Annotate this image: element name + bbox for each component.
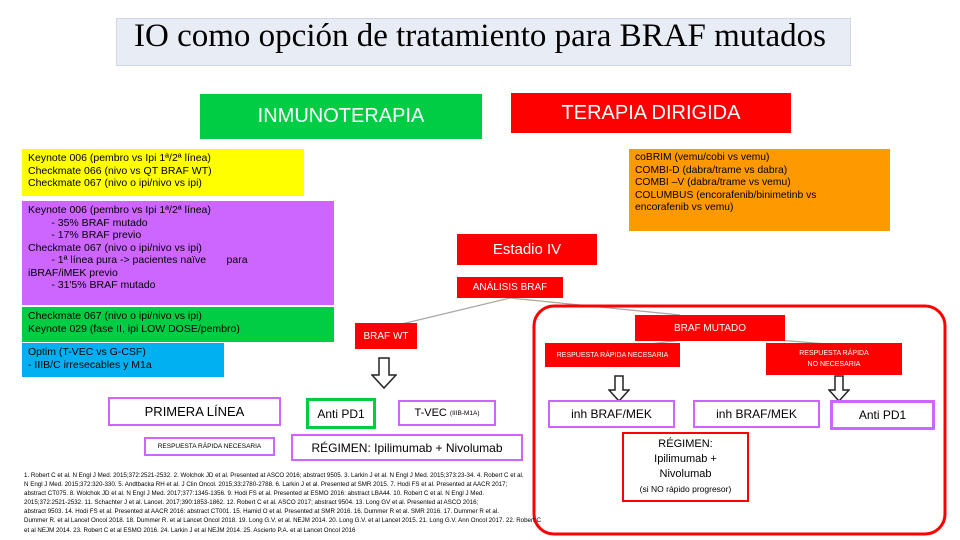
regimen-right-box (622, 432, 749, 502)
braf-wt-box: BRAF WT (355, 323, 417, 349)
analisis-braf-box: ANÁLISIS BRAF (457, 277, 563, 298)
tvec-box (398, 400, 496, 426)
header-inmunoterapia: INMUNOTERAPIA (200, 94, 482, 139)
trial-line: Optim (T-VEC vs G-CSF) (28, 346, 146, 358)
trial-line: - 31'5% BRAF mutado (28, 279, 156, 291)
braf-mutado-box: BRAF MUTADO (635, 315, 785, 341)
reference-line: Dummer R. et al Lancet Oncol 2018. 18. Dummer R. et al Lancet Oncol 2018. 19. Long G.V. et al. NEJM 2014. 20. Long G.V. et al Lancet 2015. 21. Long G.V. Ann Oncol 2017. 22. Robert C (24, 517, 541, 525)
respuesta-no-line: RESPUESTA RÁPIDA (799, 350, 869, 357)
down-arrow-icon (828, 375, 850, 403)
trial-line: - IIIB/C irresecables y M1a (28, 358, 152, 371)
trial-line: - 1ª línea pura -> pacientes naïve para (28, 254, 248, 266)
tvec-sublabel: (IIIB-M1A) (449, 409, 480, 417)
respuesta-rapida-left-box: RESPUESTA RÁPIDA NECESARIA (144, 437, 275, 456)
respuesta-no-line: NO NECESARIA (807, 361, 861, 368)
inh-braf-mek-box-2: inh BRAF/MEK (693, 400, 820, 428)
trial-line: Checkmate 067 (nivo o ipi/nivo vs ipi) (28, 241, 202, 254)
trial-line: encorafenib vs vemu) (635, 202, 734, 213)
reference-line: N Engl J Med. 2015;372:320-330. 5. Andtbacka RH et al. J Clin Oncol. 2015;33:2780-2788. 6. Larkin J et al. Presented at SMR 2015. 7. Hodi FS et al. Presented at AACR 2017; (24, 481, 508, 489)
trial-line: Keynote 006 (pembro vs Ipi 1ª/2ª línea) (28, 152, 211, 164)
trial-line: Checkmate 066 (nivo vs QT BRAF WT) (28, 164, 212, 177)
page-title: IO como opción de tratamiento para BRAF mutados (134, 18, 826, 54)
reference-line: et al NEJM 2014. 23. Robert C et al ESMO 2016. 24. Larkin J et al NEJM 2014. 25. Ascierto P.A. et al Lancet Oncol 2016 (24, 526, 356, 534)
trial-line: COMBI –V (dabra/trame vs vemu) (635, 177, 791, 188)
anti-pd1-right-box: Anti PD1 (830, 400, 935, 430)
trial-line: - 35% BRAF mutado (28, 216, 148, 229)
reference-line: 1. Robert C et al. N Engl J Med. 2015;372:2521-2532. 2. Wolchok JD et al. Presented at ASCO 2016; abstract 9505. 3. Larkin J et al. N Engl J Med. 2015;373:23-34. 4. Robert C et al. (24, 472, 524, 479)
trial-line: coBRIM (vemu/cobi vs vemu) (635, 152, 770, 163)
reference-line: 2015;372:2521-2532. 11. Schachter J et al. Lancet. 2017;390:1853-1862. 12. Robert C et al. ASCO 2017; abstract 9504. 13. Long GV et al. Presented at ASCO 2016; (24, 499, 479, 507)
trial-line: COMBI-D (dabra/trame vs dabra) (635, 164, 788, 176)
references (24, 471, 612, 535)
trial-line: Checkmate 067 (nivo o ipi/nivo vs ipi) (28, 310, 202, 322)
estadio-iv-box: Estadio IV (457, 234, 597, 265)
regimen-left-box: RÉGIMEN: Ipilimumab + Nivolumab (291, 434, 523, 461)
tvec-label: T-VEC (414, 407, 447, 419)
trial-line: iBRAF/iMEK previo (28, 266, 118, 279)
primera-linea-box: PRIMERA LÍNEA (108, 397, 281, 426)
regimen-right-line: RÉGIMEN: (658, 438, 713, 450)
respuesta-rapida-necesaria-box: RESPUESTA RÁPIDA NECESARIA (545, 343, 680, 367)
trial-line: COLUMBUS (encorafenib/binimetinb vs (635, 189, 817, 201)
respuesta-rapida-no-necesaria-box (766, 343, 902, 375)
regimen-right-line: Nivolumab (659, 468, 712, 480)
anti-pd1-left-box: Anti PD1 (306, 398, 376, 429)
down-arrow-icon (371, 357, 397, 390)
regimen-right-line: (si NO rápido progresor) (639, 484, 732, 494)
reference-line: abstract CT075. 8. Wolchok JD et al. N Engl J Med. 2017;377:1345-1356. 9. Hodi FS et al. Presented at ESMO 2016: abstract LBA44. 10. Robert C et al. N Engl J Med. (24, 490, 485, 498)
header-terapia-dirigida: TERAPIA DIRIGIDA (511, 93, 791, 133)
trial-line: - 17% BRAF previo (28, 229, 142, 241)
trial-line: Checkmate 067 (nivo o ipi/nivo vs ipi) (28, 177, 202, 189)
trial-line: Keynote 006 (pembro vs Ipi 1ª/2ª línea) (28, 204, 211, 216)
trial-line: Keynote 029 (fase II, ipi LOW DOSE/pembro) (28, 322, 240, 335)
reference-line: abstract 9503. 14. Hodi FS et al. Presented at AACR 2016: abstract CT001. 15. Hamid O et al. Presented at SMR 2016. 16. Dummer R et al. SMR 2016. 17. Dummer R et al. (24, 508, 499, 516)
regimen-right-line: Ipilimumab + (654, 453, 717, 465)
inh-braf-mek-box-1: inh BRAF/MEK (548, 400, 675, 428)
down-arrow-icon (608, 375, 630, 403)
